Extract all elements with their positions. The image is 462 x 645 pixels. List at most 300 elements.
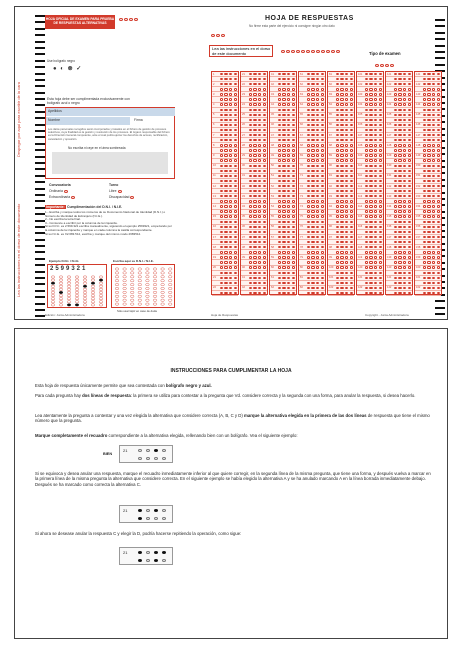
answer-bubble[interactable]: [427, 134, 430, 136]
answer-bubble[interactable]: [340, 251, 343, 253]
answer-bubble[interactable]: [336, 129, 339, 131]
answer-bubble[interactable]: [437, 98, 440, 100]
answer-bubble[interactable]: [369, 129, 372, 131]
dni-bubble[interactable]: [75, 276, 79, 278]
answer-bubble[interactable]: [350, 221, 353, 223]
answer-bubble[interactable]: [316, 231, 319, 233]
dni-bubble[interactable]: [138, 272, 142, 274]
answer-bubble[interactable]: [278, 124, 281, 126]
dni-bubble[interactable]: [153, 299, 157, 301]
answer-bubble[interactable]: [258, 215, 261, 217]
dni-bubble[interactable]: [153, 268, 157, 270]
answer-bubble[interactable]: [437, 277, 440, 279]
answer-bubble[interactable]: [340, 195, 343, 197]
answer-bubble[interactable]: [437, 215, 440, 217]
answer-bubble[interactable]: [403, 241, 406, 243]
answer-bubble[interactable]: [263, 195, 266, 197]
answer-bubble[interactable]: [432, 98, 435, 100]
answer-bubble[interactable]: [432, 129, 435, 131]
answer-bubble[interactable]: [374, 256, 377, 258]
answer-bubble[interactable]: [258, 266, 261, 268]
answer-bubble[interactable]: [224, 251, 227, 253]
answer-bubble[interactable]: [229, 277, 232, 279]
answer-bubble[interactable]: [253, 292, 256, 294]
dni-bubble[interactable]: [83, 294, 87, 296]
answer-bubble[interactable]: [398, 272, 401, 274]
answer-bubble[interactable]: [258, 159, 261, 161]
answer-bubble[interactable]: [316, 200, 319, 202]
answer-bubble[interactable]: [398, 114, 401, 116]
answer-bubble[interactable]: [403, 231, 406, 233]
answer-bubble[interactable]: [307, 88, 310, 90]
answer-bubble[interactable]: [249, 231, 252, 233]
answer-bubble[interactable]: [307, 282, 310, 284]
answer-bubble[interactable]: [311, 261, 314, 263]
answer-bubble[interactable]: [311, 119, 314, 121]
answer-bubble[interactable]: [258, 129, 261, 131]
answer-bubble[interactable]: [292, 139, 295, 141]
dni-bubble[interactable]: [83, 298, 87, 300]
answer-bubble[interactable]: [398, 215, 401, 217]
answer-bubble[interactable]: [287, 266, 290, 268]
answer-bubble[interactable]: [278, 114, 281, 116]
answer-bubble[interactable]: [321, 134, 324, 136]
answer-bubble[interactable]: [379, 175, 382, 177]
answer-bubble[interactable]: [345, 210, 348, 212]
answer-bubble[interactable]: [437, 139, 440, 141]
answer-bubble[interactable]: [249, 149, 252, 151]
answer-bubble[interactable]: [249, 282, 252, 284]
answer-bubble[interactable]: [350, 226, 353, 228]
answer-bubble[interactable]: [263, 159, 266, 161]
answer-bubble[interactable]: [224, 195, 227, 197]
answer-bubble[interactable]: [307, 134, 310, 136]
answer-bubble[interactable]: [379, 98, 382, 100]
answer-bubble[interactable]: [423, 144, 426, 146]
answer-bubble[interactable]: [292, 165, 295, 167]
answer-bubble[interactable]: [379, 93, 382, 95]
answer-bubble[interactable]: [403, 226, 406, 228]
answer-bubble[interactable]: [287, 282, 290, 284]
answer-bubble[interactable]: [253, 277, 256, 279]
answer-bubble[interactable]: [398, 73, 401, 75]
answer-bubble[interactable]: [408, 256, 411, 258]
answer-bubble[interactable]: [307, 236, 310, 238]
answer-bubble[interactable]: [374, 277, 377, 279]
answer-bubble[interactable]: [365, 73, 368, 75]
answer-bubble[interactable]: [336, 261, 339, 263]
answer-bubble[interactable]: [403, 287, 406, 289]
answer-bubble[interactable]: [321, 180, 324, 182]
answer-bubble[interactable]: [307, 83, 310, 85]
answer-bubble[interactable]: [369, 175, 372, 177]
answer-bubble[interactable]: [394, 200, 397, 202]
answer-bubble[interactable]: [321, 205, 324, 207]
answer-bubble[interactable]: [437, 124, 440, 126]
answer-bubble[interactable]: [403, 103, 406, 105]
answer-bubble[interactable]: [249, 195, 252, 197]
answer-bubble[interactable]: [340, 200, 343, 202]
dni-bubble[interactable]: [51, 304, 55, 306]
answer-bubble[interactable]: [379, 129, 382, 131]
answer-bubble[interactable]: [282, 139, 285, 141]
answer-bubble[interactable]: [229, 256, 232, 258]
answer-bubble[interactable]: [287, 287, 290, 289]
answer-bubble[interactable]: [369, 83, 372, 85]
answer-bubble[interactable]: [432, 236, 435, 238]
answer-bubble[interactable]: [345, 221, 348, 223]
answer-bubble[interactable]: [220, 159, 223, 161]
answer-bubble[interactable]: [374, 205, 377, 207]
answer-bubble[interactable]: [229, 139, 232, 141]
answer-bubble[interactable]: [403, 266, 406, 268]
answer-bubble[interactable]: [365, 241, 368, 243]
dni-bubble[interactable]: [161, 280, 165, 282]
answer-bubble[interactable]: [287, 175, 290, 177]
answer-bubble[interactable]: [229, 170, 232, 172]
answer-bubble[interactable]: [311, 282, 314, 284]
answer-bubble[interactable]: [336, 272, 339, 274]
answer-bubble[interactable]: [394, 144, 397, 146]
answer-bubble[interactable]: [408, 144, 411, 146]
dni-bubble[interactable]: [51, 285, 55, 287]
answer-bubble[interactable]: [374, 73, 377, 75]
dni-bubble[interactable]: [67, 304, 71, 306]
answer-bubble[interactable]: [234, 231, 237, 233]
answer-bubble[interactable]: [307, 205, 310, 207]
answer-bubble[interactable]: [365, 277, 368, 279]
answer-bubble[interactable]: [316, 144, 319, 146]
answer-bubble[interactable]: [253, 195, 256, 197]
answer-bubble[interactable]: [307, 231, 310, 233]
answer-bubble[interactable]: [234, 103, 237, 105]
answer-bubble[interactable]: [340, 119, 343, 121]
answer-bubble[interactable]: [374, 200, 377, 202]
answer-bubble[interactable]: [345, 277, 348, 279]
answer-bubble[interactable]: [282, 154, 285, 156]
surname-field[interactable]: [46, 108, 175, 116]
answer-bubble[interactable]: [350, 170, 353, 172]
answer-bubble[interactable]: [365, 129, 368, 131]
answer-bubble[interactable]: [408, 236, 411, 238]
answer-bubble[interactable]: [220, 88, 223, 90]
answer-bubble[interactable]: [394, 159, 397, 161]
answer-bubble[interactable]: [234, 272, 237, 274]
answer-bubble[interactable]: [379, 246, 382, 248]
answer-bubble[interactable]: [253, 129, 256, 131]
answer-bubble[interactable]: [258, 231, 261, 233]
answer-bubble[interactable]: [311, 200, 314, 202]
answer-bubble[interactable]: [282, 185, 285, 187]
answer-bubble[interactable]: [336, 251, 339, 253]
answer-bubble[interactable]: [427, 139, 430, 141]
answer-bubble[interactable]: [307, 165, 310, 167]
answer-bubble[interactable]: [220, 124, 223, 126]
answer-bubble[interactable]: [292, 261, 295, 263]
answer-bubble[interactable]: [220, 98, 223, 100]
answer-bubble[interactable]: [224, 98, 227, 100]
answer-bubble[interactable]: [408, 109, 411, 111]
answer-bubble[interactable]: [278, 246, 281, 248]
answer-bubble[interactable]: [253, 205, 256, 207]
answer-bubble[interactable]: [287, 165, 290, 167]
answer-bubble[interactable]: [224, 226, 227, 228]
answer-bubble[interactable]: [369, 292, 372, 294]
answer-bubble[interactable]: [234, 154, 237, 156]
answer-bubble[interactable]: [432, 226, 435, 228]
answer-bubble[interactable]: [423, 139, 426, 141]
answer-bubble[interactable]: [403, 149, 406, 151]
answer-bubble[interactable]: [408, 231, 411, 233]
answer-bubble[interactable]: [278, 200, 281, 202]
answer-bubble[interactable]: [374, 165, 377, 167]
answer-bubble[interactable]: [403, 124, 406, 126]
answer-bubble[interactable]: [408, 251, 411, 253]
answer-bubble[interactable]: [350, 78, 353, 80]
answer-bubble[interactable]: [340, 98, 343, 100]
answer-bubble[interactable]: [311, 170, 314, 172]
answer-bubble[interactable]: [403, 195, 406, 197]
answer-bubble[interactable]: [263, 246, 266, 248]
answer-bubble[interactable]: [379, 78, 382, 80]
answer-bubble[interactable]: [307, 215, 310, 217]
answer-bubble[interactable]: [427, 154, 430, 156]
answer-bubble[interactable]: [258, 287, 261, 289]
answer-bubble[interactable]: [229, 226, 232, 228]
answer-bubble[interactable]: [234, 170, 237, 172]
answer-bubble[interactable]: [427, 78, 430, 80]
answer-bubble[interactable]: [321, 98, 324, 100]
answer-bubble[interactable]: [316, 154, 319, 156]
answer-bubble[interactable]: [278, 241, 281, 243]
answer-bubble[interactable]: [220, 272, 223, 274]
answer-bubble[interactable]: [229, 114, 232, 116]
dni-bubble[interactable]: [138, 280, 142, 282]
answer-bubble[interactable]: [379, 241, 382, 243]
answer-bubble[interactable]: [340, 272, 343, 274]
answer-bubble[interactable]: [321, 266, 324, 268]
answer-bubble[interactable]: [292, 190, 295, 192]
answer-bubble[interactable]: [224, 119, 227, 121]
dni-bubble[interactable]: [168, 299, 172, 301]
answer-bubble[interactable]: [398, 103, 401, 105]
answer-bubble[interactable]: [369, 266, 372, 268]
answer-bubble[interactable]: [316, 103, 319, 105]
answer-bubble[interactable]: [423, 159, 426, 161]
answer-bubble[interactable]: [427, 282, 430, 284]
answer-bubble[interactable]: [403, 272, 406, 274]
answer-bubble[interactable]: [307, 103, 310, 105]
dni-bubble[interactable]: [51, 301, 55, 303]
answer-bubble[interactable]: [427, 165, 430, 167]
dni-bubble[interactable]: [99, 294, 103, 296]
answer-bubble[interactable]: [278, 98, 281, 100]
answer-bubble[interactable]: [282, 210, 285, 212]
answer-bubble[interactable]: [394, 109, 397, 111]
answer-bubble[interactable]: [316, 98, 319, 100]
answer-bubble[interactable]: [234, 287, 237, 289]
answer-bubble[interactable]: [263, 73, 266, 75]
answer-bubble[interactable]: [369, 88, 372, 90]
answer-bubble[interactable]: [278, 210, 281, 212]
answer-bubble[interactable]: [340, 103, 343, 105]
answer-bubble[interactable]: [350, 83, 353, 85]
answer-bubble[interactable]: [437, 114, 440, 116]
answer-bubble[interactable]: [340, 93, 343, 95]
answer-bubble[interactable]: [249, 159, 252, 161]
answer-bubble[interactable]: [427, 73, 430, 75]
answer-bubble[interactable]: [394, 149, 397, 151]
answer-bubble[interactable]: [292, 226, 295, 228]
answer-bubble[interactable]: [282, 175, 285, 177]
dni-bubble[interactable]: [161, 291, 165, 293]
answer-bubble[interactable]: [394, 129, 397, 131]
dni-bubble[interactable]: [99, 301, 103, 303]
answer-bubble[interactable]: [398, 170, 401, 172]
answer-bubble[interactable]: [220, 205, 223, 207]
answer-bubble[interactable]: [234, 200, 237, 202]
answer-bubble[interactable]: [369, 124, 372, 126]
answer-bubble[interactable]: [427, 256, 430, 258]
answer-bubble[interactable]: [345, 144, 348, 146]
answer-bubble[interactable]: [365, 287, 368, 289]
answer-bubble[interactable]: [394, 277, 397, 279]
dni-input-bubbles[interactable]: [113, 267, 175, 307]
answer-bubble[interactable]: [321, 256, 324, 258]
answer-bubble[interactable]: [437, 180, 440, 182]
answer-bubble[interactable]: [374, 93, 377, 95]
answer-bubble[interactable]: [336, 83, 339, 85]
answer-bubble[interactable]: [307, 272, 310, 274]
answer-bubble[interactable]: [292, 195, 295, 197]
answer-bubble[interactable]: [336, 226, 339, 228]
answer-bubble[interactable]: [369, 185, 372, 187]
answer-bubble[interactable]: [307, 175, 310, 177]
answer-bubble[interactable]: [307, 200, 310, 202]
answer-bubble[interactable]: [432, 144, 435, 146]
answer-bubble[interactable]: [220, 266, 223, 268]
answer-bubble[interactable]: [369, 210, 372, 212]
answer-bubble[interactable]: [369, 154, 372, 156]
answer-bubble[interactable]: [287, 200, 290, 202]
answer-bubble[interactable]: [220, 154, 223, 156]
answer-bubble[interactable]: [423, 292, 426, 294]
dni-bubble[interactable]: [168, 303, 172, 305]
answer-bubble[interactable]: [278, 226, 281, 228]
answer-bubble[interactable]: [292, 129, 295, 131]
answer-bubble[interactable]: [263, 103, 266, 105]
answer-bubble[interactable]: [350, 272, 353, 274]
answer-bubble[interactable]: [437, 144, 440, 146]
answer-bubble[interactable]: [394, 231, 397, 233]
answer-bubble[interactable]: [311, 292, 314, 294]
answer-bubble[interactable]: [316, 226, 319, 228]
answer-bubble[interactable]: [258, 236, 261, 238]
answer-bubble[interactable]: [282, 236, 285, 238]
answer-bubble[interactable]: [403, 180, 406, 182]
answer-bubble[interactable]: [365, 159, 368, 161]
answer-bubble[interactable]: [340, 231, 343, 233]
dni-bubble[interactable]: [59, 279, 63, 281]
answer-bubble[interactable]: [287, 109, 290, 111]
answer-bubble[interactable]: [336, 114, 339, 116]
answer-bubble[interactable]: [249, 272, 252, 274]
answer-bubble[interactable]: [365, 109, 368, 111]
answer-bubble[interactable]: [258, 251, 261, 253]
answer-bubble[interactable]: [278, 215, 281, 217]
answer-bubble[interactable]: [292, 170, 295, 172]
answer-bubble[interactable]: [394, 282, 397, 284]
dni-bubble[interactable]: [91, 301, 95, 303]
convocatoria-option-1[interactable]: Ordinaria: [49, 189, 69, 193]
answer-bubble[interactable]: [423, 165, 426, 167]
answer-bubble[interactable]: [398, 180, 401, 182]
answer-bubble[interactable]: [350, 185, 353, 187]
answer-bubble[interactable]: [398, 210, 401, 212]
answer-bubble[interactable]: [408, 185, 411, 187]
answer-bubble[interactable]: [423, 200, 426, 202]
answer-bubble[interactable]: [374, 241, 377, 243]
answer-bubble[interactable]: [432, 109, 435, 111]
answer-bubble[interactable]: [220, 119, 223, 121]
answer-bubble[interactable]: [229, 195, 232, 197]
answer-bubble[interactable]: [220, 144, 223, 146]
answer-bubble[interactable]: [365, 165, 368, 167]
answer-bubble[interactable]: [321, 236, 324, 238]
answer-bubble[interactable]: [437, 73, 440, 75]
answer-bubble[interactable]: [432, 200, 435, 202]
answer-bubble[interactable]: [437, 119, 440, 121]
answer-bubble[interactable]: [365, 124, 368, 126]
answer-bubble[interactable]: [292, 103, 295, 105]
answer-bubble[interactable]: [234, 190, 237, 192]
dni-bubble[interactable]: [59, 294, 63, 296]
answer-bubble[interactable]: [398, 226, 401, 228]
answer-bubble[interactable]: [292, 246, 295, 248]
answer-bubble[interactable]: [350, 277, 353, 279]
answer-bubble[interactable]: [398, 109, 401, 111]
answer-bubble[interactable]: [350, 200, 353, 202]
answer-bubble[interactable]: [253, 215, 256, 217]
answer-bubble[interactable]: [398, 282, 401, 284]
dni-bubble[interactable]: [67, 279, 71, 281]
answer-bubble[interactable]: [340, 282, 343, 284]
answer-bubble[interactable]: [287, 236, 290, 238]
answer-bubble[interactable]: [427, 195, 430, 197]
answer-bubble[interactable]: [253, 98, 256, 100]
answer-bubble[interactable]: [253, 175, 256, 177]
answer-bubble[interactable]: [369, 200, 372, 202]
answer-bubble[interactable]: [340, 180, 343, 182]
answer-bubble[interactable]: [263, 119, 266, 121]
answer-bubble[interactable]: [292, 159, 295, 161]
answer-bubble[interactable]: [379, 210, 382, 212]
answer-bubble[interactable]: [321, 165, 324, 167]
answer-bubble[interactable]: [249, 109, 252, 111]
answer-bubble[interactable]: [423, 134, 426, 136]
answer-bubble[interactable]: [234, 241, 237, 243]
answer-bubble[interactable]: [394, 180, 397, 182]
dni-bubble[interactable]: [51, 282, 55, 284]
answer-bubble[interactable]: [229, 154, 232, 156]
answer-bubble[interactable]: [224, 139, 227, 141]
dni-bubble[interactable]: [59, 304, 63, 306]
answer-bubble[interactable]: [282, 119, 285, 121]
dni-bubble[interactable]: [153, 276, 157, 278]
answer-bubble[interactable]: [432, 78, 435, 80]
answer-bubble[interactable]: [253, 287, 256, 289]
answer-bubble[interactable]: [408, 205, 411, 207]
